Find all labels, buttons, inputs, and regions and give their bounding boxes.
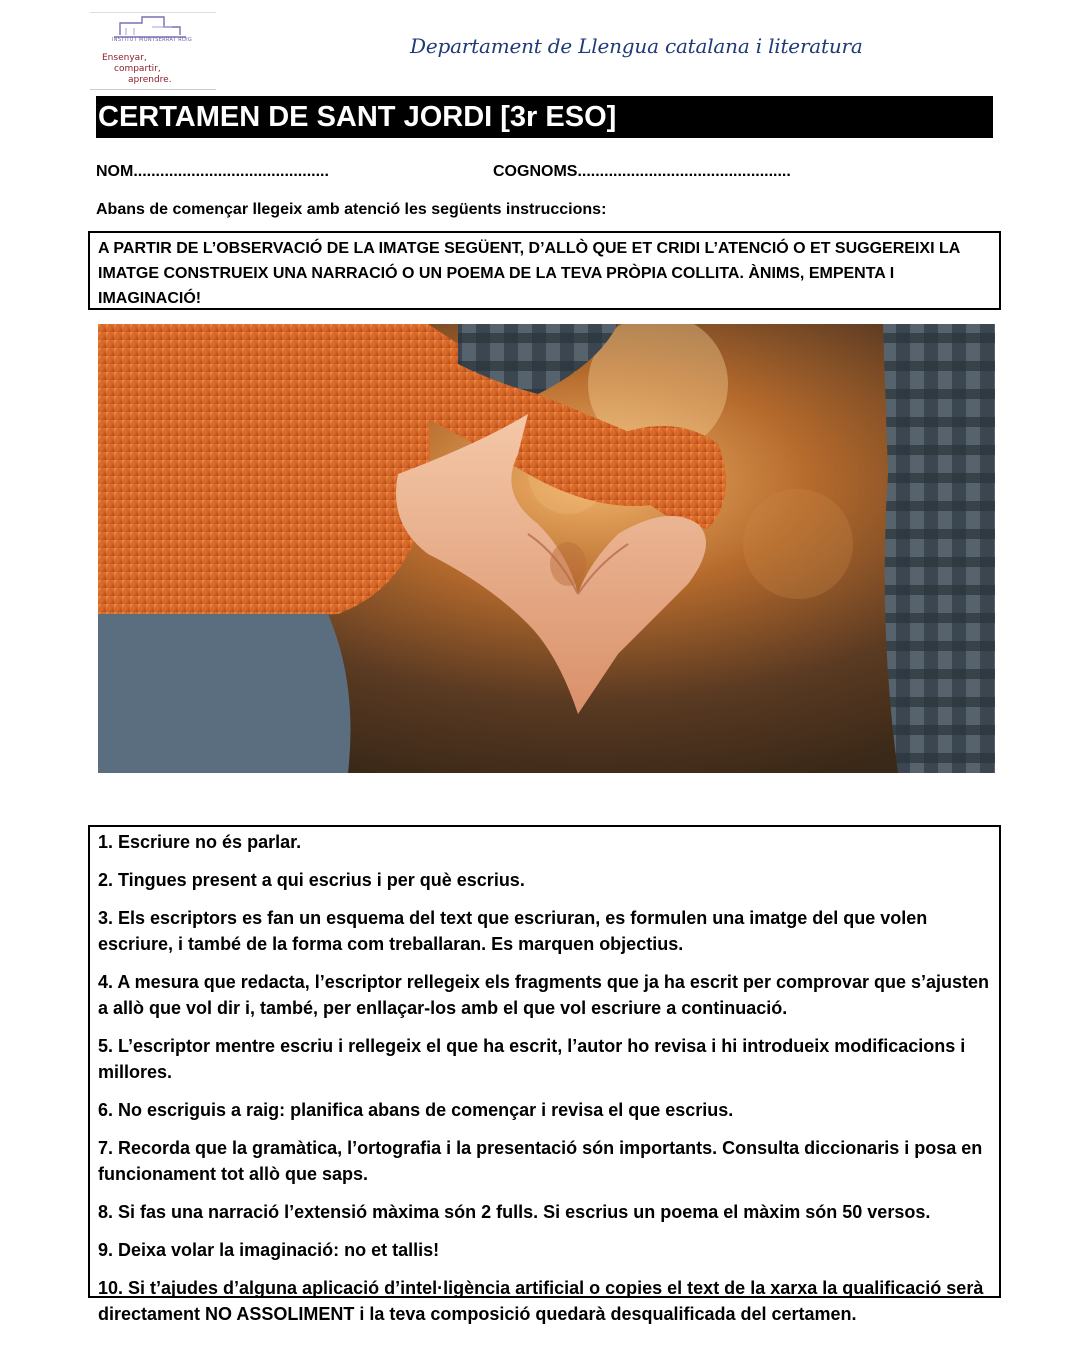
list-item: 7. Recorda que la gramàtica, l’ortografia i la presentació són importants. Consulta diccionaris i posa en funcionament tot allò que saps. [98,1138,983,1184]
list-item: 6. No escriguis a raig: planifica abans de començar i revisa el que escrius. [98,1100,734,1120]
logo-institute-name: INSTITUT MONTSERRAT ROIG [112,37,193,43]
list-item: 10. Si t’ajudes d’alguna aplicació d’intel·ligència artificial o copies el text de la xarxa la qualificació serà directament NO ASSOLIMENT i la teva composició quedarà desqualificada del certamen. [98,1278,984,1324]
name-field[interactable]: NOM............................................ [96,163,329,180]
logo-motto-line: Ensenyar, [102,53,147,63]
surname-field[interactable]: COGNOMS................................................ [493,163,791,180]
school-building-icon [112,15,188,39]
prompt-line: A PARTIR DE L’OBSERVACIÓ DE LA IMATGE SEGÜENT, D’ALLÒ QUE ET CRIDI L’ATENCIÓ O ET SUGGEREIXI LA [98,240,961,257]
prompt-box [88,231,1001,310]
department-name: Departament de Llengua catalana i literatura [410,34,863,58]
list-item: 1. Escriure no és parlar. [98,832,302,852]
list-item: 3. Els escriptors es fan un esquema del text que escriuran, es formulen una imatge del que volen escriure, i també de la forma com treballaran. Es marquen objectius. [98,908,928,954]
prompt-line: IMATGE CONSTRUEIX UNA NARRACIÓ O UN POEMA DE LA TEVA PRÒPIA COLLITA. ÀNIMS, EMPENTA I [98,265,895,282]
list-item: 4. A mesura que redacta, l’escriptor rellegeix els fragments que ja ha escrit per comprovar que s’ajusten a allò que vol dir i, també, per enllaçar-los amb el que vol escriure a continuació. [98,972,990,1018]
heart-hands-photo [98,324,995,773]
logo-motto-line: aprendre. [128,75,172,85]
logo-motto-line: compartir, [114,64,161,74]
list-item: 9. Deixa volar la imaginació: no et tallis! [98,1240,440,1260]
prompt-line: IMAGINACIÓ! [98,290,202,307]
instructions-list [98,829,991,1327]
instructions-intro: Abans de començar llegeix amb atenció les següents instruccions: [96,201,607,218]
instructions-box [88,825,1001,1324]
list-item: 8. Si fas una narració l’extensió màxima són 2 fulls. Si escrius un poema el màxim són 50 versos. [98,1202,931,1222]
logo-motto [102,53,172,86]
school-logo [90,12,216,90]
page-title: CERTAMEN DE SANT JORDI [3r ESO] [96,96,993,138]
list-item: 2. Tingues present a qui escrius i per què escrius. [98,870,525,890]
list-item: 5. L’escriptor mentre escriu i rellegeix el que ha escrit, l’autor ho revisa i hi introdueix modificacions i millores. [98,1036,966,1082]
heart-hands-illustration [98,324,995,773]
